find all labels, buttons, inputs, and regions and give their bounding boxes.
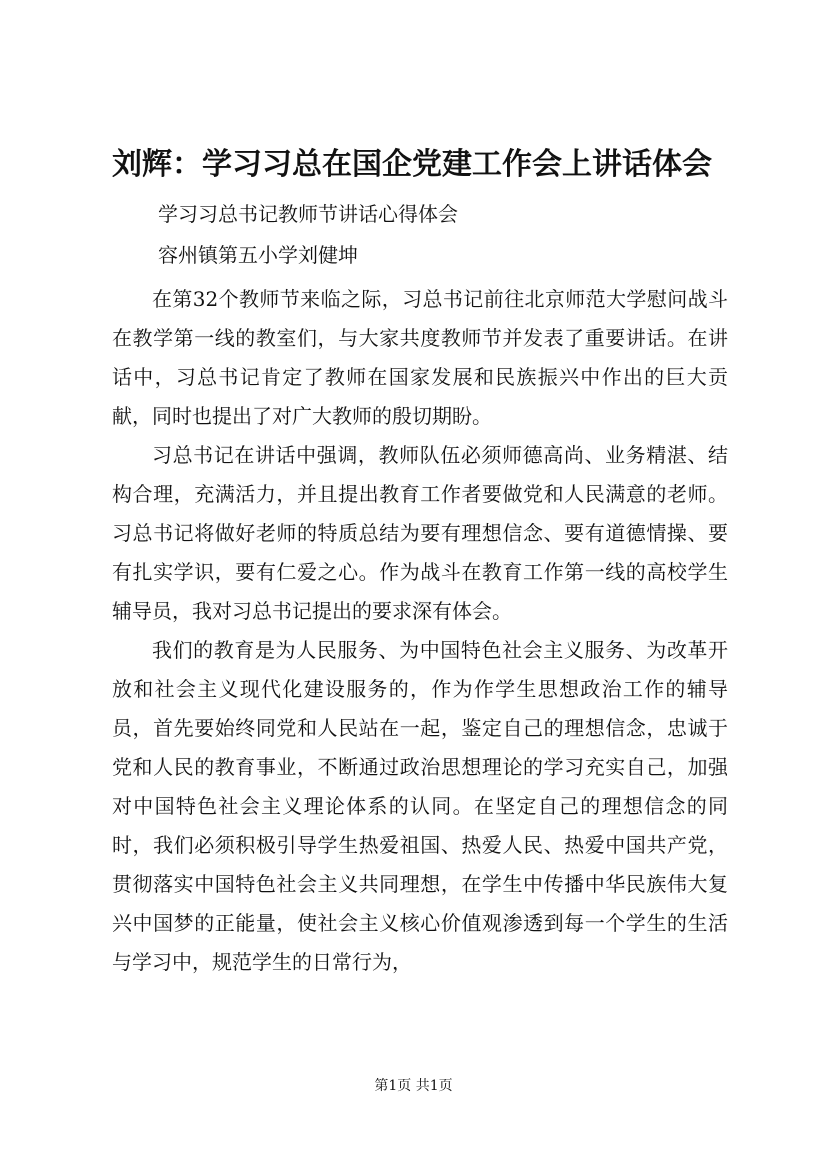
page-footer: 第1页 共1页	[374, 1078, 453, 1094]
paragraph-1: 在第32个教师节来临之际，习总书记前往北京师范大学慰问战斗在教学第一线的教室们，与大家共度教师节并发表了重要讲话。在讲话中，习总书记肯定了教师在国家发展和民族振兴中作出的巨大贡献，同时也提出了对广大教师的殷切期盼。	[112, 287, 728, 428]
document-subtitle: 学习习总书记教师节讲话心得体会	[158, 202, 458, 226]
paragraph-3: 我们的教育是为人民服务、为中国特色社会主义服务、为改革开放和社会主义现代化建设服务的，作为作学生思想政治工作的辅导员，首先要始终同党和人民站在一起，鉴定自己的理想信念，忠诚于党和人民的教育事业，不断通过政治思想理论的学习充实自己，加强对中国特色社会主义理论体系的认同。在坚定自己的理想信念的同时，我们必须积极引导学生热爱祖国、热爱人民、热爱中国共产党，贯彻落实中国特色社会主义共同理想，在学生中传播中华民族伟大复兴中国梦的正能量，使社会主义核心价值观渗透到每一个学生的生活与学习中，规范学生的日常行为，	[112, 638, 728, 974]
document-title: 刘辉：学习习总在国企党建工作会上讲话体会	[112, 147, 712, 182]
paragraph-2: 习总书记在讲话中强调，教师队伍必须师德高尚、业务精湛、结构合理，充满活力，并且提出教育工作者要做党和人民满意的老师。习总书记将做好老师的特质总结为要有理想信念、要有道德情操、要有扎实学识，要有仁爱之心。作为战斗在教育工作第一线的高校学生辅导员，我对习总书记提出的要求深有体会。	[112, 443, 728, 623]
document-body	[112, 280, 728, 982]
document-author: 容州镇第五小学刘健坤	[158, 243, 358, 267]
